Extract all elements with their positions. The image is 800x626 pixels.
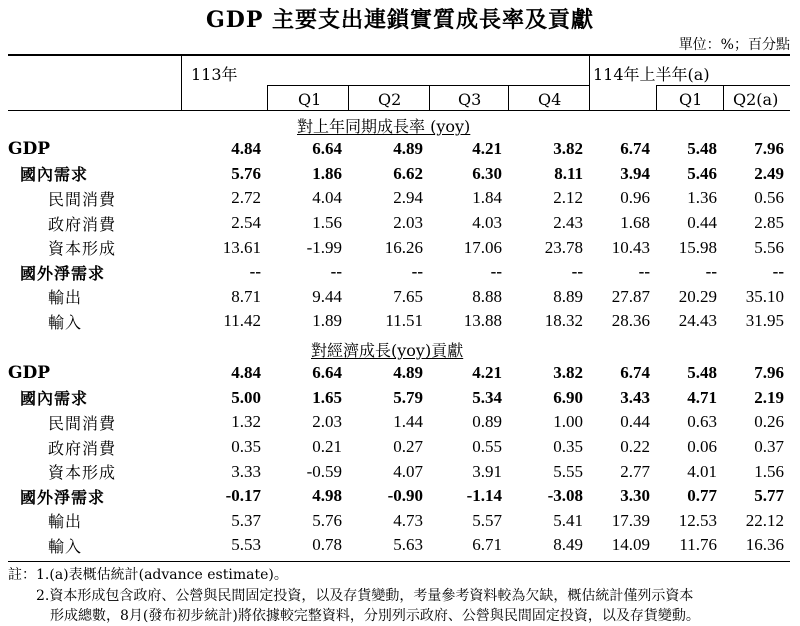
value-cell: 0.96 [620,188,650,208]
header-divider [267,85,268,110]
quarter-header: Q1 [298,90,322,109]
header-divider [429,85,430,110]
value-cell: 4.84 [231,139,261,159]
row-label: 民間消費 [48,189,117,209]
row-label: 國內需求 [20,165,89,185]
value-cell: 2.94 [393,188,423,208]
yoy-table [8,137,790,334]
value-cell: 24.43 [678,311,717,331]
value-cell: 3.33 [231,461,261,481]
value-cell: 8.49 [553,535,583,555]
quarter-header: Q1 [679,90,703,109]
value-cell: 0.77 [687,486,717,506]
row-label: 政府消費 [48,214,117,234]
header-divider [181,54,182,110]
value-cell: 8.89 [553,286,583,306]
value-cell: 6.30 [472,163,502,183]
table-row [8,235,790,260]
row-label: 民間消費 [48,413,117,433]
value-cell: 5.76 [231,163,261,183]
value-cell: 27.87 [611,286,650,306]
note-1: 註：1.(a)表概估統計(advance estimate)。 [8,567,288,583]
value-cell: 8.71 [231,286,261,306]
table-row [8,459,790,484]
value-cell: 6.74 [620,363,650,383]
row-label: 資本形成 [48,239,117,259]
value-cell: 7.96 [754,139,784,159]
value-cell: 6.71 [472,535,502,555]
value-cell: 0.06 [687,437,717,457]
value-cell: 17.06 [463,237,502,257]
value-cell: 13.61 [222,237,261,257]
value-cell: 13.88 [463,311,502,331]
value-cell: 5.37 [231,510,261,530]
unit-label: 單位：%；百分點 [678,37,790,53]
value-cell: 4.04 [312,188,342,208]
value-cell: 4.84 [231,363,261,383]
value-cell: 1.68 [620,213,650,233]
value-cell: -0.90 [387,486,423,506]
section-title-contribution: 對經濟成長(yoy)貢獻 [311,341,464,360]
value-cell: 5.57 [472,510,502,530]
value-cell: 9.44 [312,286,342,306]
value-cell: 0.27 [393,437,423,457]
value-cell: -- [411,262,423,282]
value-cell: 0.22 [620,437,650,457]
value-cell: 8.88 [472,286,502,306]
value-cell: 2.03 [393,213,423,233]
value-cell: 1.44 [393,412,423,432]
table-row [8,186,790,211]
value-cell: -- [571,262,583,282]
value-cell: 0.35 [231,437,261,457]
value-cell: 5.41 [553,510,583,530]
value-cell: -0.17 [225,486,261,506]
value-cell: 2.12 [553,188,583,208]
value-cell: 0.21 [312,437,342,457]
value-cell: 0.37 [754,437,784,457]
value-cell: 0.55 [472,437,502,457]
value-cell: 4.89 [393,363,423,383]
value-cell: 28.36 [611,311,650,331]
value-cell: 4.03 [472,213,502,233]
row-label: 國外淨需求 [20,263,106,283]
value-cell: 17.39 [611,510,650,530]
value-cell: 3.94 [620,163,650,183]
table-row [8,211,790,236]
value-cell: 6.90 [553,387,583,407]
value-cell: -1.14 [466,486,502,506]
table-row [8,285,790,310]
value-cell: 1.56 [754,461,784,481]
value-cell: 1.65 [312,387,342,407]
value-cell: 11.42 [223,311,261,331]
value-cell: 2.03 [312,412,342,432]
value-cell: 2.72 [231,188,261,208]
value-cell: -- [772,262,784,282]
note-2-line-1: 2.資本形成包含政府、公營與民間固定投資，以及存貨變動，考量參考資料較為欠缺，概估統計僅列示資本 [36,588,694,604]
value-cell: 4.98 [312,486,342,506]
value-cell: -3.08 [547,486,583,506]
row-label: 輸入 [48,312,83,332]
row-label: 資本形成 [48,463,117,483]
row-label: 輸入 [48,536,83,556]
value-cell: 35.10 [745,286,784,306]
value-cell: 6.62 [393,163,423,183]
yoy-table-body [8,137,790,334]
table-row [8,533,790,558]
value-cell: 0.89 [472,412,502,432]
value-cell: 5.77 [754,486,784,506]
value-cell: -- [705,262,717,282]
note-2-line-2: 形成總數，8月(發布初步統計)將依據較完整資料，分別列示政府、公營與民間固定投資，以及存貨變動。 [50,608,700,624]
quarter-header: Q3 [458,90,482,109]
quarter-top-rule-1 [267,85,589,86]
value-cell: 18.32 [544,311,583,331]
value-cell: -- [249,262,261,282]
value-cell: 16.36 [745,535,784,555]
table-row [8,137,790,162]
value-cell: 31.95 [745,311,784,331]
value-cell: 1.89 [312,311,342,331]
table-row [8,509,790,534]
value-cell: -1.99 [306,237,342,257]
value-cell: 10.43 [611,237,650,257]
table-row [8,162,790,187]
value-cell: 1.56 [312,213,342,233]
row-label: GDP [8,363,51,384]
value-cell: 5.46 [687,163,717,183]
row-label: 國內需求 [20,389,89,409]
row-label: 政府消費 [48,438,117,458]
table-row [8,435,790,460]
quarter-header: Q2(a) [733,90,779,109]
section-title-yoy: 對上年同期成長率 (yoy) [297,117,471,136]
value-cell: 4.07 [393,461,423,481]
value-cell: 1.00 [553,412,583,432]
value-cell: 3.43 [620,387,650,407]
page-title: GDP 主要支出連鎖實質成長率及貢獻 [205,7,595,33]
value-cell: -- [330,262,342,282]
value-cell: 4.01 [687,461,717,481]
header-divider [723,85,724,110]
contribution-table-body [8,361,790,558]
value-cell: 5.48 [687,363,717,383]
value-cell: -- [490,262,502,282]
value-cell: 4.89 [393,139,423,159]
year-114-header: 114年上半年(a) [593,65,710,84]
value-cell: 2.43 [553,213,583,233]
quarter-header: Q2 [378,90,402,109]
header-divider [656,85,657,110]
header-divider [348,85,349,110]
value-cell: 2.77 [620,461,650,481]
value-cell: 6.64 [312,139,342,159]
value-cell: 5.53 [231,535,261,555]
value-cell: -- [638,262,650,282]
quarter-header: Q4 [538,90,562,109]
table-row [8,361,790,386]
row-label: 輸出 [48,288,83,308]
value-cell: 0.35 [553,437,583,457]
table-row [8,386,790,411]
value-cell: 16.26 [384,237,423,257]
value-cell: 11.51 [385,311,423,331]
value-cell: 2.54 [231,213,261,233]
table-row [8,484,790,509]
value-cell: 8.11 [554,163,583,183]
value-cell: 5.76 [312,510,342,530]
year-113-header: 113年 [191,65,238,84]
header-top-rule [8,54,790,56]
value-cell: 5.34 [472,387,502,407]
value-cell: 15.98 [678,237,717,257]
value-cell: 20.29 [678,286,717,306]
table-row [8,260,790,285]
value-cell: 2.49 [754,163,784,183]
value-cell: 1.86 [312,163,342,183]
value-cell: 0.63 [687,412,717,432]
value-cell: 11.76 [679,535,717,555]
row-label: GDP [8,139,51,160]
value-cell: 0.44 [687,213,717,233]
value-cell: 7.65 [393,286,423,306]
value-cell: 1.36 [687,188,717,208]
header-bottom-rule [8,110,790,111]
value-cell: 4.21 [472,363,502,383]
value-cell: 12.53 [678,510,717,530]
value-cell: 4.21 [472,139,502,159]
value-cell: 0.26 [754,412,784,432]
value-cell: 4.71 [687,387,717,407]
value-cell: 5.79 [393,387,423,407]
value-cell: 0.56 [754,188,784,208]
value-cell: 3.91 [472,461,502,481]
value-cell: 6.74 [620,139,650,159]
value-cell: 3.30 [620,486,650,506]
value-cell: 5.56 [754,237,784,257]
contribution-table [8,361,790,558]
value-cell: 1.84 [472,188,502,208]
header-divider [589,54,590,110]
value-cell: 7.96 [754,363,784,383]
value-cell: 5.48 [687,139,717,159]
value-cell: 6.64 [312,363,342,383]
value-cell: 3.82 [553,363,583,383]
value-cell: 22.12 [745,510,784,530]
value-cell: 2.85 [754,213,784,233]
table-row [8,309,790,334]
value-cell: 5.63 [393,535,423,555]
value-cell: 14.09 [611,535,650,555]
value-cell: 0.44 [620,412,650,432]
table-bottom-rule [8,561,790,562]
value-cell: 5.55 [553,461,583,481]
header-divider [508,85,509,110]
value-cell: 1.32 [231,412,261,432]
value-cell: 23.78 [544,237,583,257]
value-cell: 5.00 [231,387,261,407]
row-label: 國外淨需求 [20,487,106,507]
value-cell: -0.59 [306,461,342,481]
value-cell: 3.82 [553,139,583,159]
value-cell: 4.73 [393,510,423,530]
row-label: 輸出 [48,512,83,532]
value-cell: 0.78 [312,535,342,555]
value-cell: 2.19 [754,387,784,407]
table-row [8,410,790,435]
